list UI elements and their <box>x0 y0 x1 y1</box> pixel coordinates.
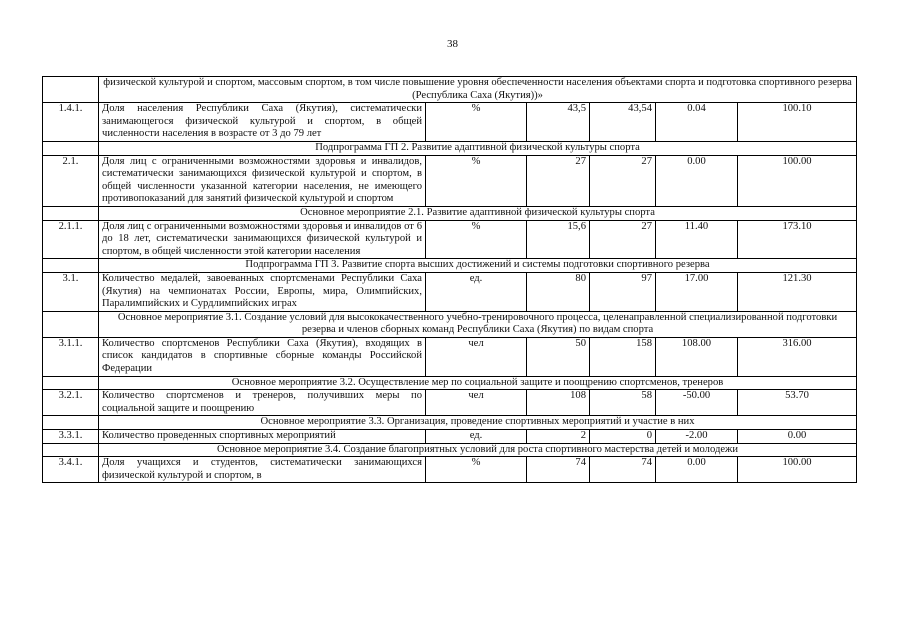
indicator-name: Количество спортсменов и тренеров, получивших меры по социальной защите и поощрению <box>99 390 426 416</box>
indicator-name: Количество проведенных спортивных мероприятий <box>99 430 426 444</box>
deviation-value: -2.00 <box>656 430 738 444</box>
unit-cell: % <box>426 103 527 142</box>
plan-value: 108 <box>527 390 590 416</box>
indicator-name: Количество спортсменов Республики Саха (Якутия), входящих в список кандидатов в спортивные сборные команды Российской Федерации <box>99 337 426 376</box>
section-number-cell <box>43 376 99 390</box>
indicator-name: Доля населения Республики Саха (Якутия), систематически занимающегося физической культурой и спортом, в общей численности населения в возрасте от 3 до 79 лет <box>99 103 426 142</box>
table-row <box>43 430 857 444</box>
section-row <box>43 141 857 155</box>
fact-value: 97 <box>590 272 656 311</box>
percent-value: 0.00 <box>738 430 857 444</box>
plan-value: 80 <box>527 272 590 311</box>
deviation-value: 108.00 <box>656 337 738 376</box>
section-title: Основное мероприятие 3.4. Создание благоприятных условий для роста спортивного мастерства детей и молодежи <box>99 443 857 457</box>
unit-cell: % <box>426 220 527 259</box>
row-number: 3.3.1. <box>43 430 99 444</box>
fact-value: 74 <box>590 457 656 483</box>
plan-value: 50 <box>527 337 590 376</box>
indicator-name: Количество медалей, завоеванных спортсменами Республики Саха (Якутия) на чемпионатах России, Европы, мира, Олимпийских, Паралимпийских и Сурдлимпийских играх <box>99 272 426 311</box>
row-number: 2.1. <box>43 155 99 206</box>
percent-value: 316.00 <box>738 337 857 376</box>
table-row <box>43 155 857 206</box>
section-number-cell <box>43 77 99 103</box>
section-row <box>43 259 857 273</box>
plan-value: 74 <box>527 457 590 483</box>
deviation-value: 17.00 <box>656 272 738 311</box>
plan-value: 27 <box>527 155 590 206</box>
percent-value: 53.70 <box>738 390 857 416</box>
deviation-value: -50.00 <box>656 390 738 416</box>
fact-value: 27 <box>590 155 656 206</box>
percent-value: 173.10 <box>738 220 857 259</box>
deviation-value: 0.00 <box>656 457 738 483</box>
fact-value: 158 <box>590 337 656 376</box>
table-row <box>43 103 857 142</box>
table-row <box>43 390 857 416</box>
section-row <box>43 77 857 103</box>
section-title: физической культурой и спортом, массовым спортом, в том числе повышение уровня обеспеченности населения объектами спорта и подготовка спортивного резерва (Республика Саха (Якутия))» <box>99 77 857 103</box>
unit-cell: чел <box>426 337 527 376</box>
indicator-name: Доля лиц с ограниченными возможностями здоровья и инвалидов, систематически занимающихся физической культурой и спортом, в общей численности указанной категории населения, не имеющего противопоказаний для занятий физической культурой и спортом <box>99 155 426 206</box>
section-row <box>43 206 857 220</box>
section-number-cell <box>43 443 99 457</box>
deviation-value: 0.04 <box>656 103 738 142</box>
percent-value: 100.10 <box>738 103 857 142</box>
deviation-value: 0.00 <box>656 155 738 206</box>
table-row <box>43 457 857 483</box>
section-number-cell <box>43 206 99 220</box>
row-number: 2.1.1. <box>43 220 99 259</box>
row-number: 3.2.1. <box>43 390 99 416</box>
row-number: 1.4.1. <box>43 103 99 142</box>
indicators-table <box>42 76 857 483</box>
table-row <box>43 272 857 311</box>
section-row <box>43 311 857 337</box>
section-title: Подпрограмма ГП 3. Развитие спорта высших достижений и системы подготовки спортивного резерва <box>99 259 857 273</box>
table-row <box>43 220 857 259</box>
indicator-name: Доля учащихся и студентов, систематически занимающихся физической культурой и спортом, в <box>99 457 426 483</box>
percent-value: 100.00 <box>738 155 857 206</box>
percent-value: 100.00 <box>738 457 857 483</box>
table-row <box>43 337 857 376</box>
section-row <box>43 443 857 457</box>
section-title: Основное мероприятие 3.1. Создание условий для высококачественного учебно-тренировочного процесса, целенаправленной специализированной подготовки резерва и членов сборных команд Республики Саха (Якутия) по видам спорта <box>99 311 857 337</box>
unit-cell: ед. <box>426 430 527 444</box>
page-number: 38 <box>447 38 458 50</box>
section-title: Основное мероприятие 2.1. Развитие адаптивной физической культуры спорта <box>99 206 857 220</box>
percent-value: 121.30 <box>738 272 857 311</box>
section-title: Подпрограмма ГП 2. Развитие адаптивной физической культуры спорта <box>99 141 857 155</box>
fact-value: 27 <box>590 220 656 259</box>
plan-value: 43,5 <box>527 103 590 142</box>
section-title: Основное мероприятие 3.2. Осуществление мер по социальной защите и поощрению спортсменов, тренеров <box>99 376 857 390</box>
unit-cell: чел <box>426 390 527 416</box>
row-number: 3.4.1. <box>43 457 99 483</box>
indicator-name: Доля лиц с ограниченными возможностями здоровья и инвалидов от 6 до 18 лет, систематически занимающихся физической культурой и спортом, в общей численности этой категории населения <box>99 220 426 259</box>
plan-value: 15,6 <box>527 220 590 259</box>
section-row <box>43 376 857 390</box>
fact-value: 58 <box>590 390 656 416</box>
row-number: 3.1. <box>43 272 99 311</box>
section-number-cell <box>43 141 99 155</box>
unit-cell: % <box>426 457 527 483</box>
section-number-cell <box>43 311 99 337</box>
section-number-cell <box>43 259 99 273</box>
section-row <box>43 416 857 430</box>
row-number: 3.1.1. <box>43 337 99 376</box>
unit-cell: ед. <box>426 272 527 311</box>
deviation-value: 11.40 <box>656 220 738 259</box>
plan-value: 2 <box>527 430 590 444</box>
unit-cell: % <box>426 155 527 206</box>
section-title: Основное мероприятие 3.3. Организация, проведение спортивных мероприятий и участие в них <box>99 416 857 430</box>
fact-value: 0 <box>590 430 656 444</box>
section-number-cell <box>43 416 99 430</box>
fact-value: 43,54 <box>590 103 656 142</box>
